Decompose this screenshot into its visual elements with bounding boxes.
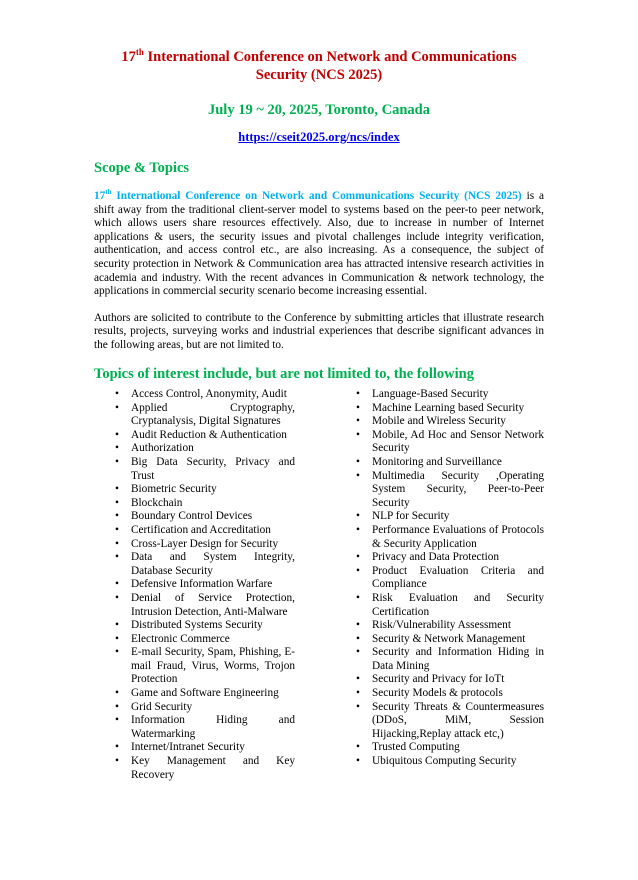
topic-label: Risk Evaluation and Security Certification xyxy=(372,591,544,618)
topic-item xyxy=(115,592,295,619)
conference-dates: July 19 ~ 20, 2025, Toronto, Canada xyxy=(207,102,430,118)
scope-lead xyxy=(94,190,522,202)
topic-label: Electronic Commerce xyxy=(131,632,230,645)
bullet-icon: • xyxy=(115,455,119,468)
bullet-icon: • xyxy=(115,578,119,591)
bullet-icon: • xyxy=(356,469,360,482)
topic-label: Risk/Vulnerability Assessment xyxy=(372,619,511,632)
bullet-icon: • xyxy=(356,632,360,645)
conference-url-container xyxy=(94,129,544,145)
topic-item xyxy=(115,442,295,456)
topic-item xyxy=(356,415,544,429)
topic-item xyxy=(115,714,295,741)
topic-item xyxy=(115,619,295,633)
topic-label: Security Models & protocols xyxy=(372,687,503,700)
topic-item xyxy=(115,755,295,782)
scope-paragraph-1-text: is a shift away from the traditional client-server model to systems based on the peer-to peer network, which allows users share resources effectively. Also, due to increase in number of Internet applications & users, the security issues and pivotal challenges include integrity verification, authentication, and access control etc., are also increasing. As a consequence, the subject of security protection in Network & Communication area has attracted intensive research activities in academia and industry. With the recent advances in Communication & network technology, the applications in commercial security scenario become increasing essential. xyxy=(94,190,545,298)
bullet-icon: • xyxy=(115,388,119,400)
topic-label: Security and Information Hiding in Data Mining xyxy=(372,646,544,672)
bullet-icon: • xyxy=(356,428,360,441)
topic-label: Biometric Security xyxy=(131,483,217,496)
topic-label: Defensive Information Warfare xyxy=(131,578,273,591)
topics-left-column xyxy=(115,388,295,782)
bullet-icon: • xyxy=(356,415,360,428)
topic-item xyxy=(115,538,295,552)
scope-paragraph-1 xyxy=(94,190,544,299)
bullet-icon: • xyxy=(115,755,119,768)
topic-label: Cross-Layer Design for Security xyxy=(131,537,279,550)
topics-right-column xyxy=(356,388,544,769)
topic-item xyxy=(115,483,295,497)
topic-item xyxy=(115,646,295,687)
topic-label: Multimedia Security ,Operating System Security, Peer-to-Peer Security xyxy=(372,469,544,509)
bullet-icon: • xyxy=(115,646,119,659)
lead-text: International Conference on Network and Communications Security (NCS 2025) xyxy=(111,190,522,202)
topic-label: Big Data Security, Privacy and Trust xyxy=(131,455,295,482)
topic-label: Game and Software Engineering xyxy=(131,687,279,700)
bullet-icon: • xyxy=(356,523,360,536)
topic-label: Denial of Service Protection, Intrusion Detection, Anti-Malware xyxy=(131,591,295,618)
bullet-icon: • xyxy=(115,483,119,496)
scope-paragraph-2: Authors are solicited to contribute to the Conference by submitting articles that illustrate research results, projects, surveying works and industrial experiences that describe significant advances in the following areas, but are not limited to. xyxy=(94,311,544,351)
conference-title xyxy=(94,48,544,84)
topic-label: Ubiquitous Computing Security xyxy=(372,755,517,768)
topic-item xyxy=(115,741,295,755)
title-line1: International Conference on Network and Communications xyxy=(143,49,517,65)
topic-item xyxy=(356,470,544,511)
bullet-icon: • xyxy=(115,537,119,550)
topic-label: Internet/Intranet Security xyxy=(131,741,245,754)
bullet-icon: • xyxy=(356,455,360,468)
topic-label: Key Management and Key Recovery xyxy=(131,755,295,781)
topic-item xyxy=(115,510,295,524)
topic-item xyxy=(115,551,295,578)
topic-label: Access Control, Anonymity, Audit xyxy=(131,388,287,400)
bullet-icon: • xyxy=(115,687,119,700)
topic-item xyxy=(356,646,544,673)
topic-label: Distributed Systems Security xyxy=(131,619,263,632)
topic-label: Product Evaluation Criteria and Compliance xyxy=(372,564,544,591)
topic-item xyxy=(356,619,544,633)
topic-item xyxy=(356,456,544,470)
bullet-icon: • xyxy=(356,741,360,754)
bullet-icon: • xyxy=(115,700,119,713)
topic-label: Privacy and Data Protection xyxy=(372,551,500,564)
lead-ordinal: th xyxy=(105,188,112,197)
topic-label: Security & Network Management xyxy=(372,632,526,645)
topic-label: Authorization xyxy=(131,442,194,455)
topic-label: Mobile and Wireless Security xyxy=(372,415,506,428)
topic-label: Applied Cryptography, Cryptanalysis, Digital Signatures xyxy=(131,401,295,428)
topic-item xyxy=(356,524,544,551)
bullet-icon: • xyxy=(115,428,119,441)
topic-item xyxy=(115,429,295,443)
bullet-icon: • xyxy=(115,591,119,604)
topic-item xyxy=(115,388,295,402)
topic-item xyxy=(115,456,295,483)
bullet-icon: • xyxy=(115,401,119,414)
bullet-icon: • xyxy=(356,673,360,686)
bullet-icon: • xyxy=(115,442,119,455)
topic-label: Certification and Accreditation xyxy=(131,523,271,536)
topic-label: Blockchain xyxy=(131,496,183,509)
bullet-icon: • xyxy=(115,619,119,632)
bullet-icon: • xyxy=(356,619,360,632)
topic-label: E-mail Security, Spam, Phishing, E-mail Fraud, Virus, Worms, Trojon Protection xyxy=(131,646,295,686)
topic-item xyxy=(356,429,544,456)
bullet-icon: • xyxy=(356,755,360,768)
topics-list-right xyxy=(356,388,544,769)
bullet-icon: • xyxy=(356,510,360,523)
bullet-icon: • xyxy=(356,551,360,564)
topic-item xyxy=(356,510,544,524)
conference-url-link[interactable]: https://cseit2025.org/ncs/index xyxy=(238,130,400,144)
topic-item xyxy=(115,687,295,701)
topic-item xyxy=(356,551,544,565)
bullet-icon: • xyxy=(356,564,360,577)
title-number: 17 xyxy=(121,49,136,65)
bullet-icon: • xyxy=(356,591,360,604)
topic-item xyxy=(356,565,544,592)
topic-item xyxy=(115,524,295,538)
topic-label: Data and System Integrity, Database Security xyxy=(131,551,295,577)
topic-label: Grid Security xyxy=(131,700,193,713)
bullet-icon: • xyxy=(115,741,119,754)
topic-item xyxy=(356,687,544,701)
bullet-icon: • xyxy=(115,551,119,564)
topics-heading: Topics of interest include, but are not limited to, the following xyxy=(94,365,474,382)
title-line2: Security (NCS 2025) xyxy=(255,67,383,83)
topic-item xyxy=(356,755,544,769)
bullet-icon: • xyxy=(356,700,360,713)
topic-label: Trusted Computing xyxy=(372,741,460,754)
bullet-icon: • xyxy=(115,714,119,727)
topic-item xyxy=(356,673,544,687)
title-ordinal: th xyxy=(135,47,144,58)
topic-label: Information Hiding and Watermarking xyxy=(131,714,295,740)
document-page xyxy=(94,47,545,781)
bullet-icon: • xyxy=(356,687,360,700)
bullet-icon: • xyxy=(115,523,119,536)
topic-label: Security and Privacy for IoTt xyxy=(372,673,505,686)
topic-label: Machine Learning based Security xyxy=(372,401,525,414)
topic-item xyxy=(356,402,544,416)
topic-item xyxy=(115,402,295,429)
topic-label: Security Threats & Countermeasures (DDoS, MiM, Session Hijacking,Replay attack etc,) xyxy=(372,700,544,740)
topic-label: Boundary Control Devices xyxy=(131,510,253,523)
bullet-icon: • xyxy=(115,632,119,645)
topic-label: Monitoring and Surveillance xyxy=(372,455,502,468)
topic-item xyxy=(115,633,295,647)
topic-label: Language-Based Security xyxy=(372,388,489,400)
bullet-icon: • xyxy=(356,401,360,414)
topic-label: NLP for Security xyxy=(372,510,450,523)
topic-item xyxy=(115,701,295,715)
topic-label: Mobile, Ad Hoc and Sensor Network Security xyxy=(372,428,544,455)
topic-label: Performance Evaluations of Protocols & Security Application xyxy=(372,523,544,550)
topic-item xyxy=(356,388,544,402)
bullet-icon: • xyxy=(356,646,360,659)
lead-number: 17 xyxy=(94,190,106,202)
topic-item xyxy=(356,592,544,619)
topic-item xyxy=(356,633,544,647)
bullet-icon: • xyxy=(115,510,119,523)
topic-item xyxy=(356,741,544,755)
topic-item xyxy=(356,701,544,742)
topics-list-left xyxy=(115,388,295,782)
topic-label: Audit Reduction & Authentication xyxy=(131,428,287,441)
topic-item xyxy=(115,497,295,511)
bullet-icon: • xyxy=(356,388,360,400)
scope-heading: Scope & Topics xyxy=(94,160,190,176)
bullet-icon: • xyxy=(115,496,119,509)
topic-item xyxy=(115,578,295,592)
